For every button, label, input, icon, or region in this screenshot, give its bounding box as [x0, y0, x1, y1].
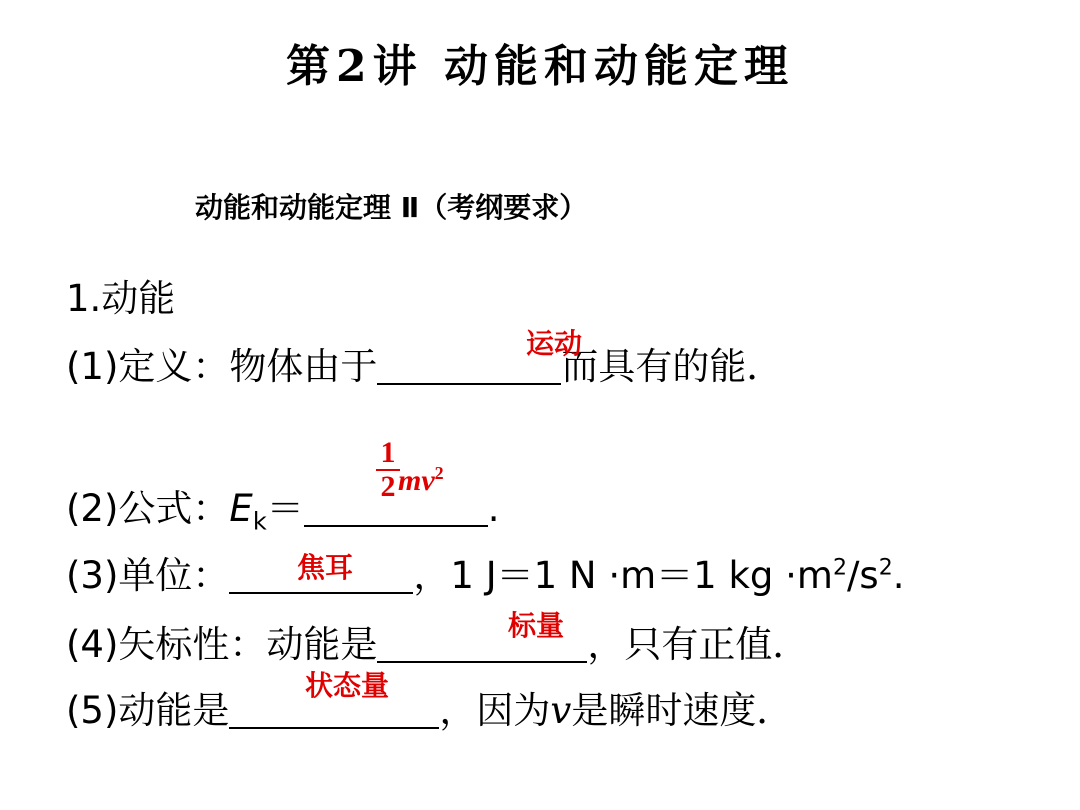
- formula-answer-mv: [398, 463, 444, 498]
- item-unit: [66, 545, 904, 599]
- state-suffix1: ，因为: [439, 689, 551, 732]
- vector-text: 动能是: [266, 623, 378, 666]
- fraction-numerator: 1: [380, 436, 396, 469]
- formula-end: .: [487, 487, 500, 530]
- formula-E: E: [229, 487, 253, 530]
- formula-label: (2)公式：: [66, 487, 230, 530]
- formula-equals: ＝: [266, 487, 304, 530]
- definition-text: 物体由于: [229, 345, 378, 388]
- item-definition: [66, 336, 783, 390]
- vector-label: (4)矢标性：: [66, 623, 267, 666]
- subtitle: 动能和动能定理 Ⅱ（考纲要求）: [195, 191, 588, 224]
- definition-label: (1)定义：: [66, 345, 230, 388]
- state-v: v: [550, 689, 572, 732]
- formula-answer-exp: 2: [434, 463, 444, 483]
- formula-k: k: [252, 507, 267, 536]
- unit-exp2: 2: [878, 555, 893, 581]
- formula-answer-mv-text: mv: [398, 464, 435, 497]
- unit-answer: 焦耳: [297, 551, 354, 584]
- state-label: (5)动能是: [66, 689, 230, 732]
- unit-end: .: [892, 554, 905, 597]
- unit-mid: /s: [846, 554, 879, 597]
- fraction-denominator: 2: [380, 470, 396, 503]
- state-answer: 状态量: [305, 669, 390, 702]
- formula-answer-fraction: [376, 438, 400, 502]
- vector-answer: 标量: [508, 609, 565, 642]
- vector-suffix: ，只有正值．: [587, 623, 810, 666]
- item-vector: [66, 614, 809, 668]
- section-heading: 1.动能: [66, 277, 176, 320]
- definition-answer: 运动: [526, 327, 583, 360]
- item-state: [66, 680, 793, 734]
- state-suffix2: 是瞬时速度．: [571, 689, 794, 732]
- unit-exp1: 2: [832, 555, 847, 581]
- unit-label: (3)单位：: [66, 554, 230, 597]
- definition-suffix: 而具有的能．: [561, 345, 784, 388]
- unit-suffix: ，1 J＝1 N ·m＝1 kg ·m: [413, 554, 833, 597]
- page-title: 第2讲 动能和动能定理: [286, 41, 794, 92]
